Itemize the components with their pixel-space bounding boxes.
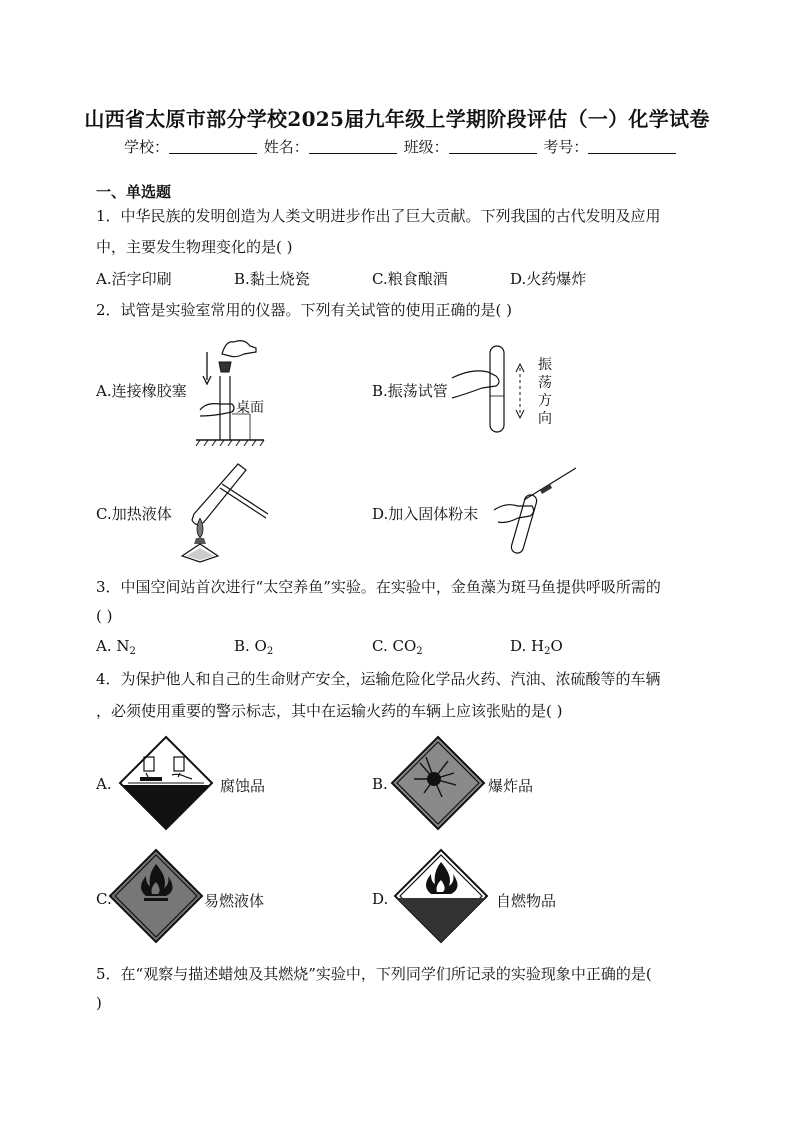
q3-option-d[interactable]: D. $H_2O$ xyxy=(510,637,563,657)
q4-d-label: 自燃物品 xyxy=(496,892,557,910)
q1-option-b[interactable]: B.黏土烧瓷 xyxy=(234,270,310,288)
q2-option-d[interactable]: D.加入固体粉末 xyxy=(372,505,479,523)
q3-option-c[interactable]: C. $CO_2$ xyxy=(372,637,423,657)
q3-option-a[interactable]: A. $N_2$ xyxy=(96,637,136,657)
q2-a-table-label: 桌面 xyxy=(236,400,264,416)
q1-option-c[interactable]: C.粮食酿酒 xyxy=(372,270,448,288)
q2-d-adding-powder-figure xyxy=(484,466,580,556)
q1-stem-line1: 1．中华民族的发明创造为人类文明进步作出了巨大贡献。下列我国的古代发明及应用 xyxy=(96,207,661,225)
q2-c-heating-liquid-figure xyxy=(176,458,272,564)
q1-option-a[interactable]: A.活字印刷 xyxy=(96,270,172,288)
q4-option-a[interactable]: A. xyxy=(96,775,112,793)
page-title: 山西省太原市部分学校2025届九年级上学期阶段评估（一）化学试卷 xyxy=(84,107,710,131)
school-blank[interactable] xyxy=(169,139,257,154)
q3-stem-line2: ( ) xyxy=(96,607,113,625)
q4-option-c[interactable]: C. xyxy=(96,890,112,908)
q4-c-label: 易燃液体 xyxy=(204,892,265,910)
q1-option-d[interactable]: D.火药爆炸 xyxy=(510,270,587,288)
q4-b-label: 爆炸品 xyxy=(488,777,534,795)
name-label: 姓名： xyxy=(263,138,309,156)
q2-b-direction-label: 振 荡 方 向 xyxy=(538,357,552,427)
q2-option-b[interactable]: B.振荡试管 xyxy=(372,382,448,400)
q2-stem: 2．试管是实验室常用的仪器。下列有关试管的使用正确的是( ) xyxy=(96,301,513,319)
explosive-sign-icon xyxy=(390,735,486,831)
q4-option-d[interactable]: D. xyxy=(372,890,389,908)
school-label: 学校： xyxy=(124,138,170,156)
q4-stem-line2: ，必须使用重要的警示标志，其中在运输火药的车辆上应该张贴的是( ) xyxy=(96,702,563,720)
name-blank[interactable] xyxy=(309,139,397,154)
class-blank[interactable] xyxy=(449,139,537,154)
q5-stem-line2: ) xyxy=(96,994,102,1012)
q4-stem-line1: 4．为保护他人和自己的生命财产安全，运输危险化学品火药、汽油、浓硫酸等的车辆 xyxy=(96,670,661,688)
student-info-line xyxy=(124,136,678,157)
q2-option-c[interactable]: C.加热液体 xyxy=(96,505,172,523)
class-label: 班级： xyxy=(403,138,449,156)
q1-stem-line2: 中，主要发生物理变化的是( ) xyxy=(96,238,293,256)
q3-stem-line1: 3．中国空间站首次进行“太空养鱼”实验。在实验中，金鱼藻为斑马鱼提供呼吸所需的 xyxy=(96,578,661,596)
q2-a-rubber-stopper-figure xyxy=(192,332,272,450)
q4-a-label: 腐蚀品 xyxy=(220,777,266,795)
q2-b-shaking-tube-figure xyxy=(452,342,532,436)
spontaneous-combustion-sign-icon xyxy=(393,848,489,944)
corrosive-sign-icon xyxy=(118,735,214,831)
q4-option-b[interactable]: B. xyxy=(372,775,388,793)
q2-option-a[interactable]: A.连接橡胶塞 xyxy=(96,382,187,400)
flammable-liquid-sign-icon xyxy=(108,848,204,944)
q3-option-b[interactable]: B. $O_2$ xyxy=(234,637,274,657)
q5-stem-line1: 5．在“观察与描述蜡烛及其燃烧”实验中，下列同学们所记录的实验现象中正确的是( xyxy=(96,965,652,983)
number-label: 考号： xyxy=(543,138,589,156)
number-blank[interactable] xyxy=(588,139,676,154)
section-heading: 一、单选题 xyxy=(96,183,172,201)
